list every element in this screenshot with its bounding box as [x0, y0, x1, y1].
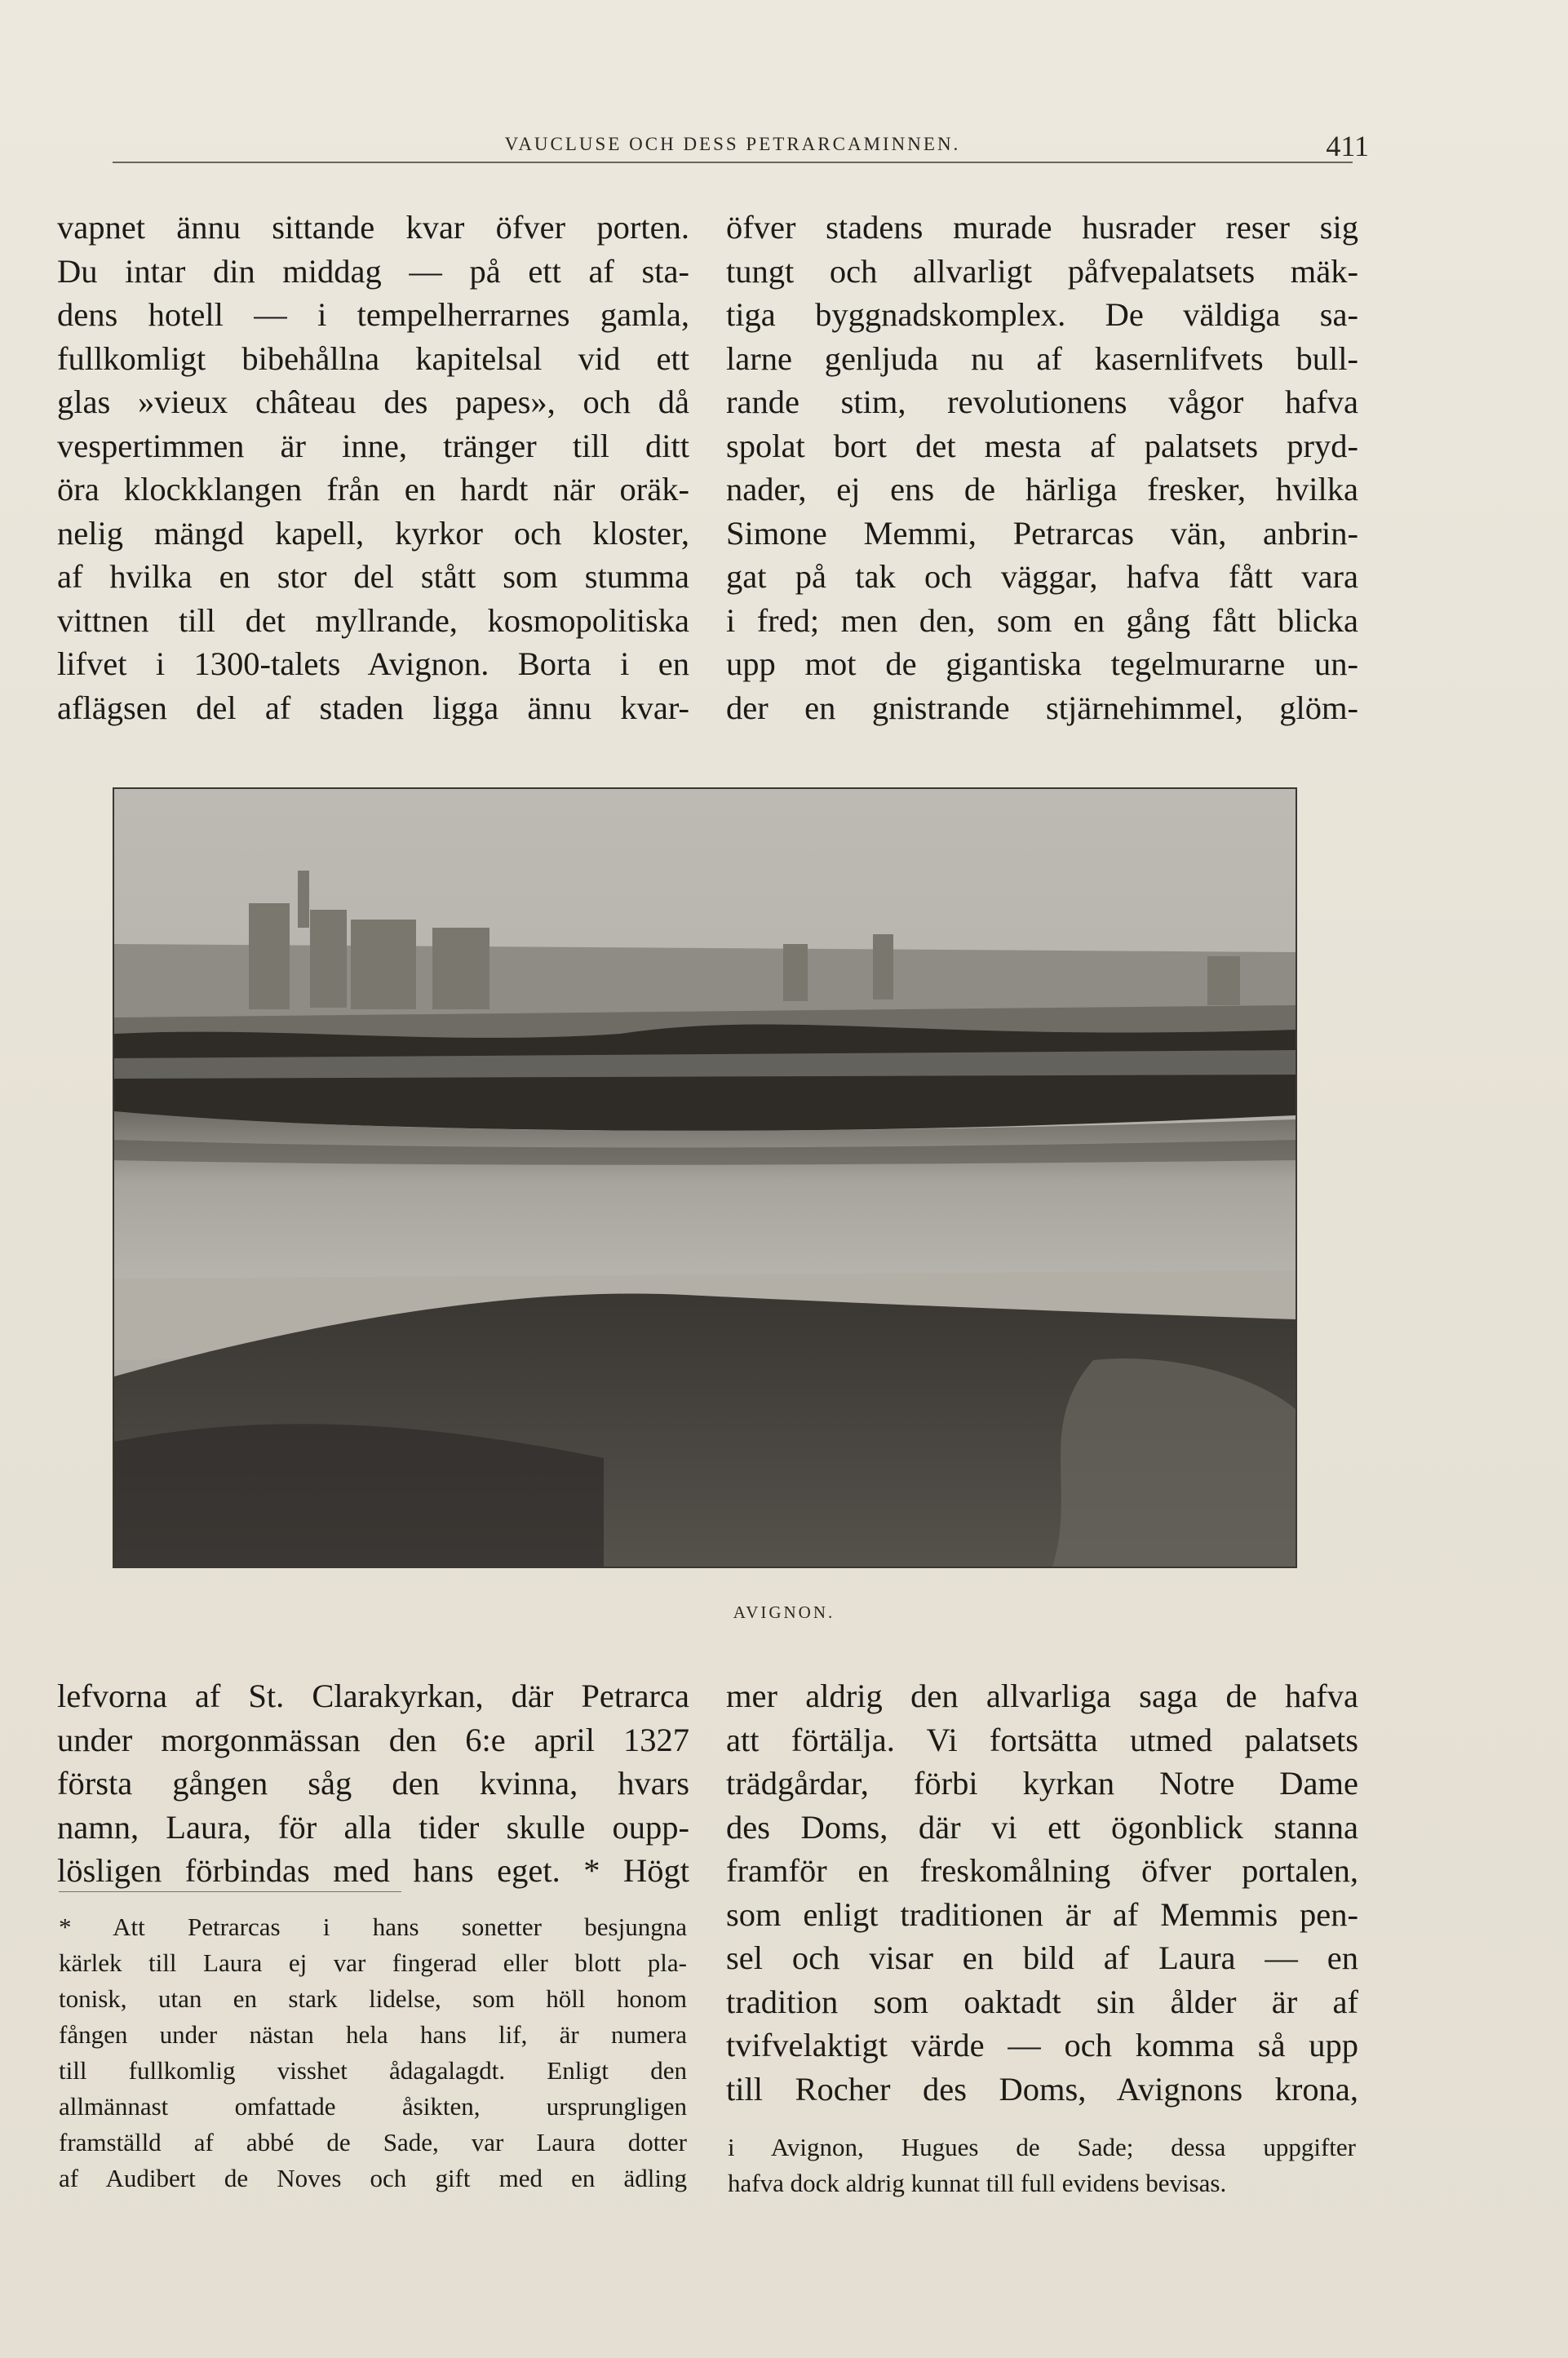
- text-line: tiga byggnadskomplex. De väldiga sa-: [726, 296, 1358, 333]
- avignon-photograph: [113, 787, 1297, 1568]
- text-line: under morgonmässan den 6:e april 1327: [57, 1721, 689, 1758]
- text-line: trädgårdar, förbi kyrkan Notre Dame: [726, 1765, 1358, 1802]
- footnote-right: [728, 2130, 1356, 2201]
- text-line: i fred; men den, som en gång fått blicka: [726, 601, 1358, 639]
- running-head: [113, 129, 1369, 163]
- text-line: upp mot de gigantiska tegelmurarne un-: [726, 645, 1358, 682]
- text-line: dens hotell — i tempelherrarnes gamla,: [57, 296, 689, 333]
- footnote-line: af Audibert de Noves och gift med en ädling: [59, 2164, 687, 2192]
- text-line: vespertimmen är inne, tränger till ditt: [57, 427, 689, 464]
- text-line: tradition som oaktadt sin ålder är af: [726, 1983, 1358, 2020]
- footnote-left: [59, 1909, 687, 2196]
- text-line: vapnet ännu sittande kvar öfver porten.: [57, 209, 689, 246]
- text-line: som enligt traditionen är af Memmis pen-: [726, 1895, 1358, 1933]
- text-line: sel och visar en bild af Laura — en: [726, 1939, 1358, 1976]
- text-line: framför en freskomålning öfver portalen,: [726, 1852, 1358, 1889]
- text-line: lösligen förbindas med hans eget. * Högt: [57, 1852, 689, 1889]
- text-line: tungt och allvarligt påfvepalatsets mäk-: [726, 252, 1358, 290]
- column-top-left: [57, 206, 689, 729]
- text-line: vittnen till det myllrande, kosmopolitiska: [57, 601, 689, 639]
- text-line: spolat bort det mesta af palatsets pryd-: [726, 427, 1358, 464]
- text-line: fullkomligt bibehållna kapitelsal vid ett: [57, 339, 689, 377]
- text-line: till Rocher des Doms, Avignons krona,: [726, 2070, 1358, 2108]
- text-line: första gången såg den kvinna, hvars: [57, 1765, 689, 1802]
- footnote-line: kärlek till Laura ej var fingerad eller blott pla-: [59, 1948, 687, 1977]
- text-line: lefvorna af St. Clarakyrkan, där Petrarca: [57, 1678, 689, 1714]
- text-line: rande stim, revolutionens vågor hafva: [726, 383, 1358, 420]
- text-line: Simone Memmi, Petrarcas vän, anbrin-: [726, 514, 1358, 552]
- text-line: mer aldrig den allvarliga saga de hafva: [726, 1678, 1358, 1714]
- text-line: lifvet i 1300-talets Avignon. Borta i en: [57, 645, 689, 682]
- text-line: gat på tak och väggar, hafva fått vara: [726, 558, 1358, 595]
- footnote-line: framställd af abbé de Sade, var Laura dotter: [59, 2128, 687, 2156]
- page-number: 411: [1326, 130, 1369, 162]
- landscape-illustration: [114, 789, 1296, 1567]
- text-line: öfver stadens murade husrader reser sig: [726, 209, 1358, 246]
- footnote-line: allmännast omfattade åsikten, ursprungligen: [59, 2092, 687, 2121]
- text-line: der en gnistrande stjärnehimmel, glöm-: [726, 689, 1358, 726]
- footnote-line: fången under nästan hela hans lif, är numera: [59, 2020, 687, 2049]
- footnote-line: hafva dock aldrig kunnat till full evidens bevisas.: [728, 2169, 1227, 2197]
- footnote-line: tonisk, utan en stark lidelse, som höll honom: [59, 1984, 687, 2013]
- column-top-right: [726, 206, 1358, 729]
- text-line: att förtälja. Vi fortsätta utmed palatsets: [726, 1721, 1358, 1758]
- text-line: des Doms, där vi ett ögonblick stanna: [726, 1808, 1358, 1846]
- text-line: Du intar din middag — på ett af sta-: [57, 252, 689, 290]
- footnote-line: till fullkomlig visshet ådagalagdt. Enligt den: [59, 2056, 687, 2085]
- text-line: glas »vieux château des papes», och då: [57, 383, 689, 420]
- footnote-line: * Att Petrarcas i hans sonetter besjungna: [59, 1913, 687, 1941]
- text-line: namn, Laura, för alla tider skulle oupp-: [57, 1808, 689, 1846]
- running-title: VAUCLUSE OCH DESS PETRARCAMINNEN.: [504, 134, 961, 154]
- column-bottom-left: [57, 1674, 689, 1893]
- text-line: tvifvelaktigt värde — och komma så upp: [726, 2027, 1358, 2063]
- photo-caption: AVIGNON.: [733, 1602, 835, 1622]
- text-line: nelig mängd kapell, kyrkor och kloster,: [57, 514, 689, 552]
- footnote-rule: [59, 1891, 401, 1892]
- text-line: larne genljuda nu af kasernlifvets bull-: [726, 339, 1358, 377]
- text-line: af hvilka en stor del stått som stumma: [57, 558, 689, 595]
- text-line: aflägsen del af staden ligga ännu kvar-: [57, 689, 689, 726]
- column-bottom-right: [726, 1674, 1358, 2111]
- text-line: nader, ej ens de härliga fresker, hvilka: [726, 471, 1358, 508]
- footnote-line: i Avignon, Hugues de Sade; dessa uppgifter: [728, 2133, 1356, 2161]
- text-line: öra klockklangen från en hardt när oräk-: [57, 471, 689, 508]
